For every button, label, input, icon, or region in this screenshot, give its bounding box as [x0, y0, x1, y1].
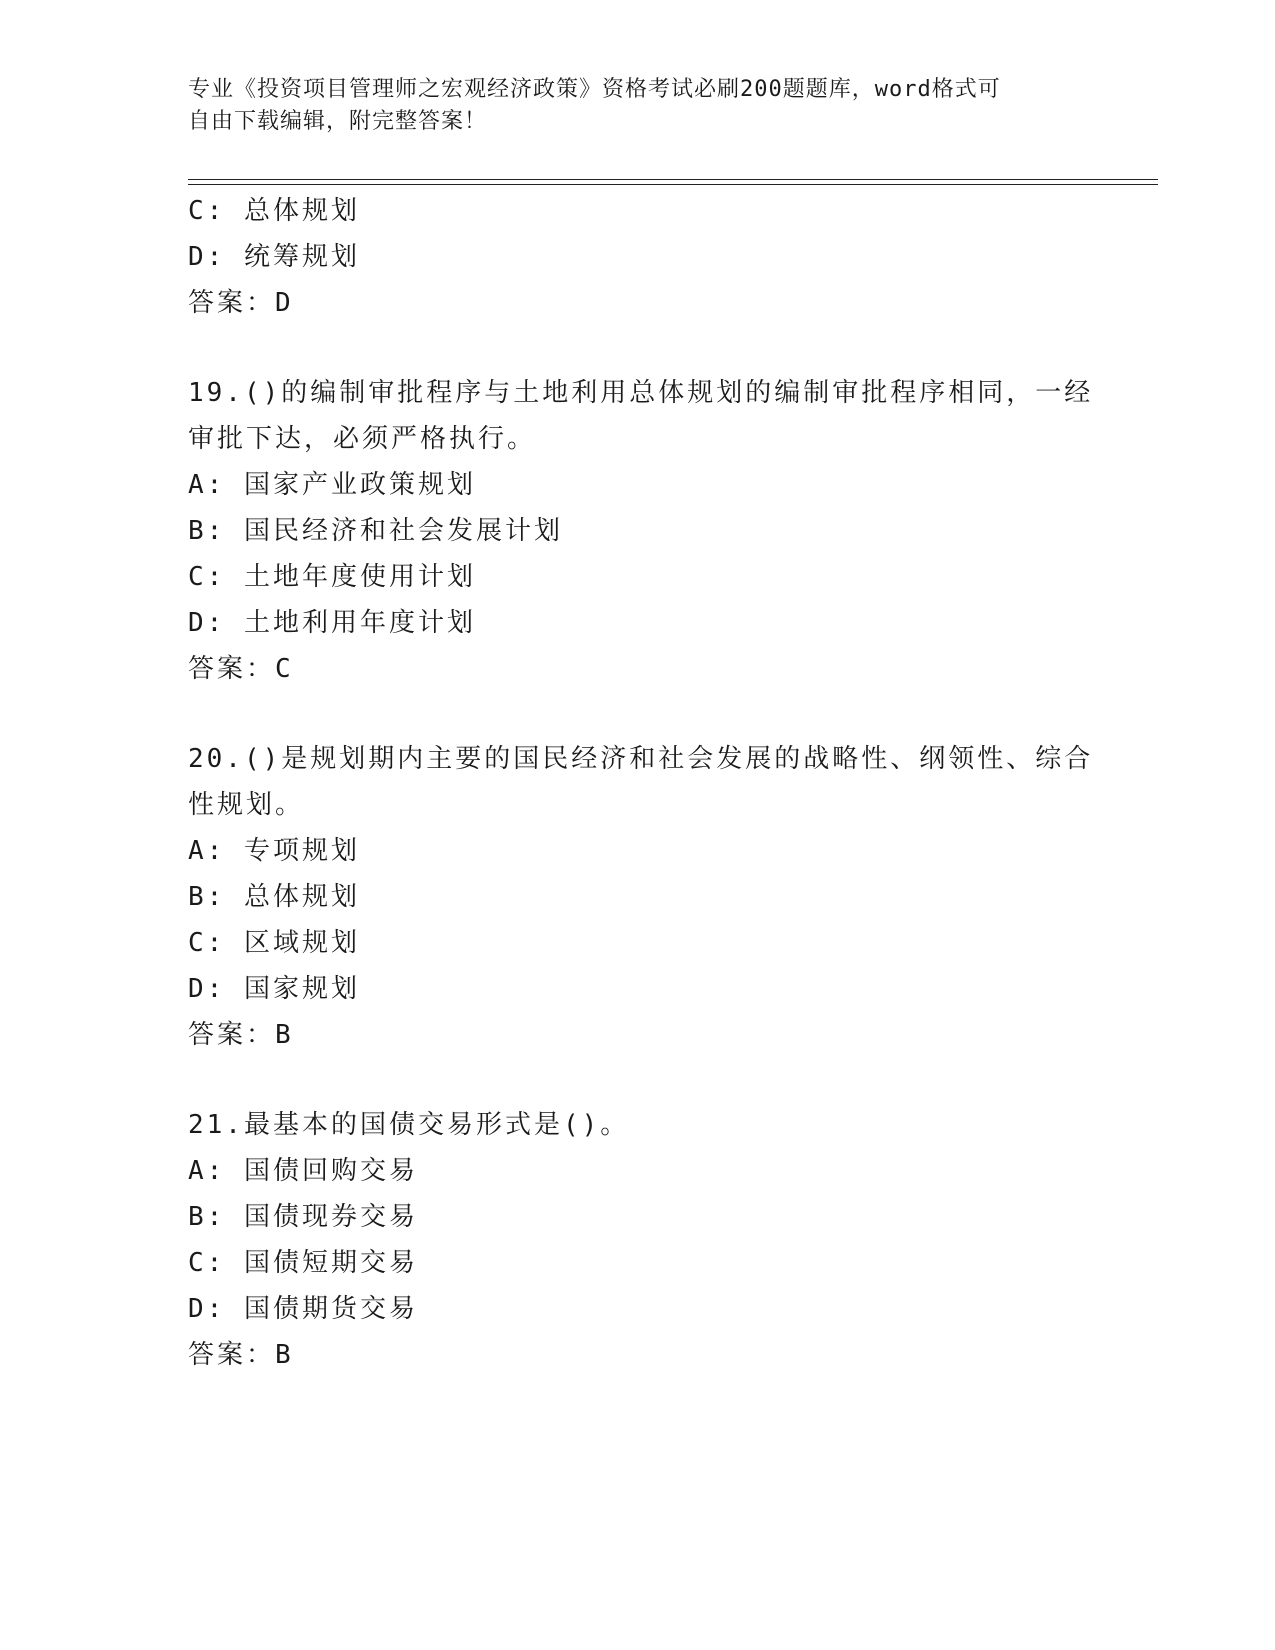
option-b [188, 508, 1088, 554]
answer: 答案：D [188, 288, 294, 318]
question-text-line-2: 性规划。 [188, 790, 305, 820]
header-divider-top [188, 179, 1158, 180]
option-a [188, 462, 1088, 508]
option-d [188, 1286, 1088, 1332]
header-line-1: 专业《投资项目管理师之宏观经济政策》资格考试必刷200题题库，word格式可 [188, 77, 1001, 102]
option-label: B: [188, 882, 226, 912]
option-label: C: [188, 1248, 226, 1278]
option-label: D: [188, 1294, 226, 1324]
option-text: 总体规划 [243, 882, 360, 912]
option-text: 总体规划 [243, 196, 360, 226]
option-a [188, 1148, 1088, 1194]
option-b [188, 1194, 1088, 1240]
option-text: 国债短期交易 [243, 1248, 418, 1278]
option-d [188, 966, 1088, 1012]
option-text: 区域规划 [243, 928, 360, 958]
option-d [188, 234, 1088, 280]
option-label: C: [188, 196, 226, 226]
option-c [188, 554, 1088, 600]
option-d [188, 600, 1088, 646]
question-text-line-1: 20.()是规划期内主要的国民经济和社会发展的战略性、纲领性、综合 [188, 744, 1094, 774]
question-20 [188, 736, 1094, 1058]
page-header [188, 74, 1088, 138]
option-c [188, 188, 1088, 234]
question-text-line-1: 21.最基本的国债交易形式是()。 [188, 1110, 630, 1140]
option-label: D: [188, 974, 226, 1004]
option-text: 土地利用年度计划 [243, 608, 476, 638]
question-21 [188, 1102, 1088, 1378]
question-text-line-2: 审批下达，必须严格执行。 [188, 424, 537, 454]
question-list [188, 188, 1094, 1378]
answer: 答案：C [188, 654, 294, 684]
answer: 答案：B [188, 1340, 294, 1370]
option-label: A: [188, 470, 226, 500]
option-label: C: [188, 928, 226, 958]
option-label: A: [188, 1156, 226, 1186]
option-text: 统筹规划 [243, 242, 360, 272]
option-label: D: [188, 242, 226, 272]
answer: 答案：B [188, 1020, 294, 1050]
option-b [188, 874, 1088, 920]
question-text-line-1: 19.()的编制审批程序与土地利用总体规划的编制审批程序相同，一经 [188, 378, 1094, 408]
option-c [188, 1240, 1088, 1286]
option-text: 国债期货交易 [243, 1294, 418, 1324]
option-text: 国家规划 [243, 974, 360, 1004]
option-label: D: [188, 608, 226, 638]
option-text: 国债回购交易 [243, 1156, 418, 1186]
option-text: 专项规划 [243, 836, 360, 866]
header-divider-bottom [188, 184, 1158, 185]
option-c [188, 920, 1088, 966]
option-label: B: [188, 1202, 226, 1232]
header-line-2: 自由下载编辑，附完整答案！ [188, 109, 488, 134]
option-label: A: [188, 836, 226, 866]
option-text: 国家产业政策规划 [243, 470, 476, 500]
option-text: 土地年度使用计划 [243, 562, 476, 592]
question-19 [188, 370, 1094, 692]
option-label: B: [188, 516, 226, 546]
option-text: 国债现券交易 [243, 1202, 418, 1232]
previous-question-tail [188, 188, 1088, 326]
option-label: C: [188, 562, 226, 592]
option-text: 国民经济和社会发展计划 [243, 516, 563, 546]
option-a [188, 828, 1088, 874]
